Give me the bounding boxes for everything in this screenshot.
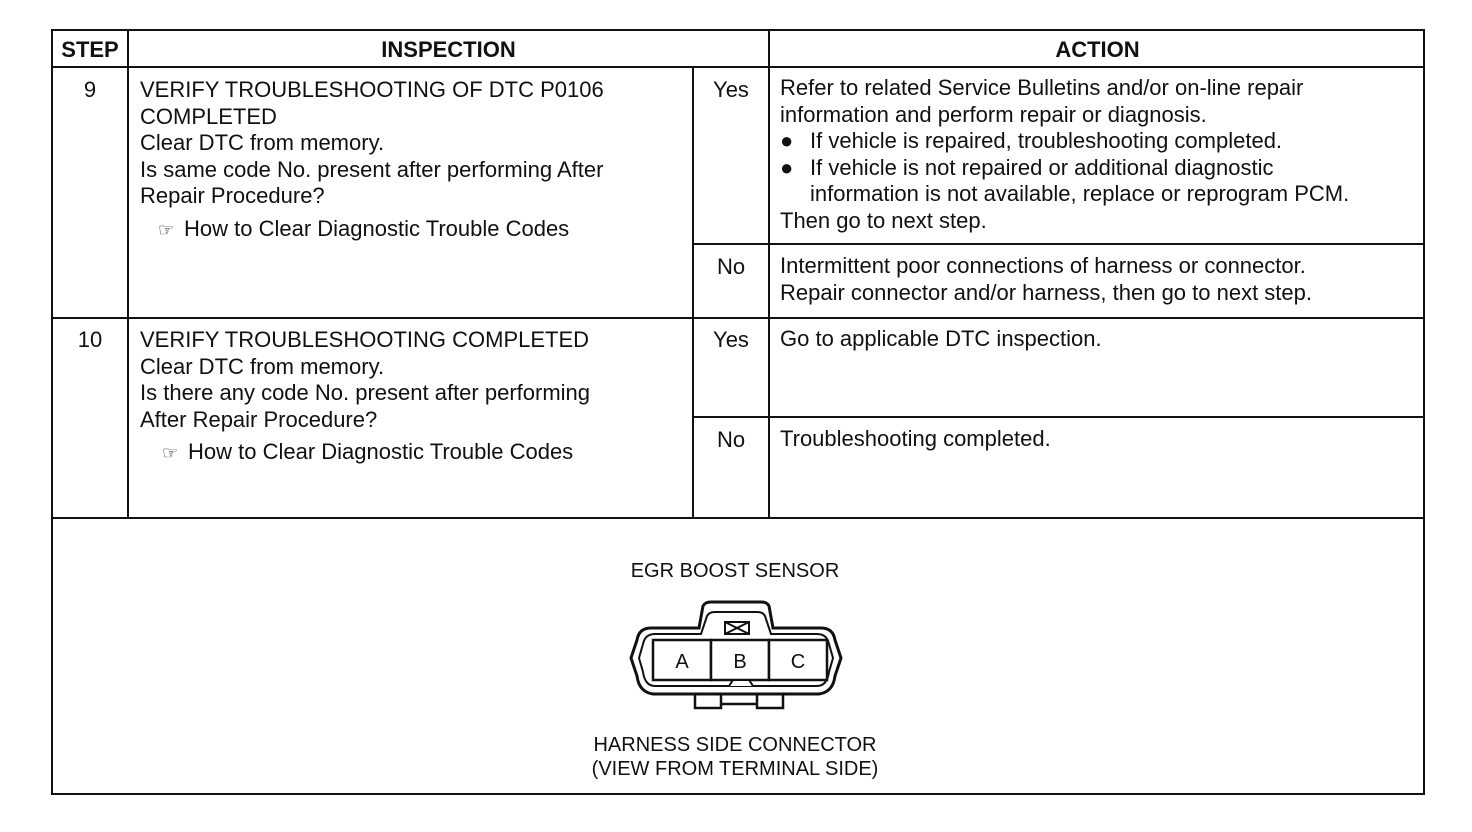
caption-line: HARNESS SIDE CONNECTOR [593,734,877,756]
step10-yes-no-rule [692,416,1425,418]
action-line: Repair connector and/or harness, then go to next step. [780,279,1312,305]
inspection-title: VERIFY TROUBLESHOOTING COMPLETED [140,327,590,352]
inspection-line: After Repair Procedure? [140,406,378,432]
inspection-line: Clear DTC from memory. [140,130,385,155]
reference-link [140,439,590,467]
action-line: Intermittent poor connections of harness or connector. [780,253,1306,278]
reference-label: How to Clear Diagnostic Trouble Codes [188,439,574,464]
step9-no-action [780,253,1312,306]
terminal-a-label: A [675,651,689,673]
reference-label: How to Clear Diagnostic Trouble Codes [184,215,570,241]
step10-yes-action: Go to applicable DTC inspection. [780,326,1102,351]
reference-link [140,216,604,244]
terminal-c-label: C [790,651,806,673]
header-action: ACTION [1055,37,1140,62]
action-bullet-cont: information is not available, replace or reprogram PCM. [810,181,1350,206]
action-line: Refer to related Service Bulletins and/or on-line repair [780,75,1304,100]
connector-diagram [621,600,851,720]
bottom-latch-left [695,694,721,708]
step-number: 10 [77,327,103,352]
pointing-hand-icon: ☞ [158,219,175,240]
inspection-line: Repair Procedure? [140,183,325,208]
step9-inspection [140,77,604,243]
answer-no: No [716,254,746,279]
action-bullet: ● If vehicle is not repaired or additional diagnostic [780,154,1274,180]
bullet-icon: ● [780,128,794,153]
answer-yes: Yes [713,327,749,352]
terminal-b-label: B [733,651,747,673]
action-line: information and perform repair or diagnosis. [780,101,1207,127]
step9-step10-rule [51,317,1425,319]
step10-no-action: Troubleshooting completed. [780,426,1051,451]
pointing-hand-icon: ☞ [162,443,179,463]
step-number: 9 [83,77,97,102]
inspection-line: Is same code No. present after performing After [140,156,604,182]
step-column-rule [127,29,129,519]
bottom-latch-right [757,694,783,708]
action-column-rule [768,29,770,519]
answer-yes: Yes [713,77,749,102]
table-diagram-rule [51,517,1425,519]
answer-no: No [716,427,746,452]
header-inspection: INSPECTION [381,37,516,62]
step10-inspection [140,327,590,467]
inspection-title-cont: COMPLETED [140,103,277,129]
inspection-title: VERIFY TROUBLESHOOTING OF DTC P0106 [140,77,604,102]
diagram-caption [535,733,935,781]
bullet-icon: ● [780,154,794,180]
inspection-line: Is there any code No. present after performing [140,380,591,405]
header-step: STEP [61,37,119,62]
inspection-line: Clear DTC from memory. [140,353,385,379]
caption-line: (VIEW FROM TERMINAL SIDE) [591,758,879,780]
step9-yes-no-rule [692,243,1425,245]
step9-yes-action [780,75,1349,234]
action-bullet: ● If vehicle is repaired, troubleshooting completed. [780,128,1283,153]
diagram-title: EGR BOOST SENSOR [630,560,840,582]
action-line: Then go to next step. [780,207,987,233]
